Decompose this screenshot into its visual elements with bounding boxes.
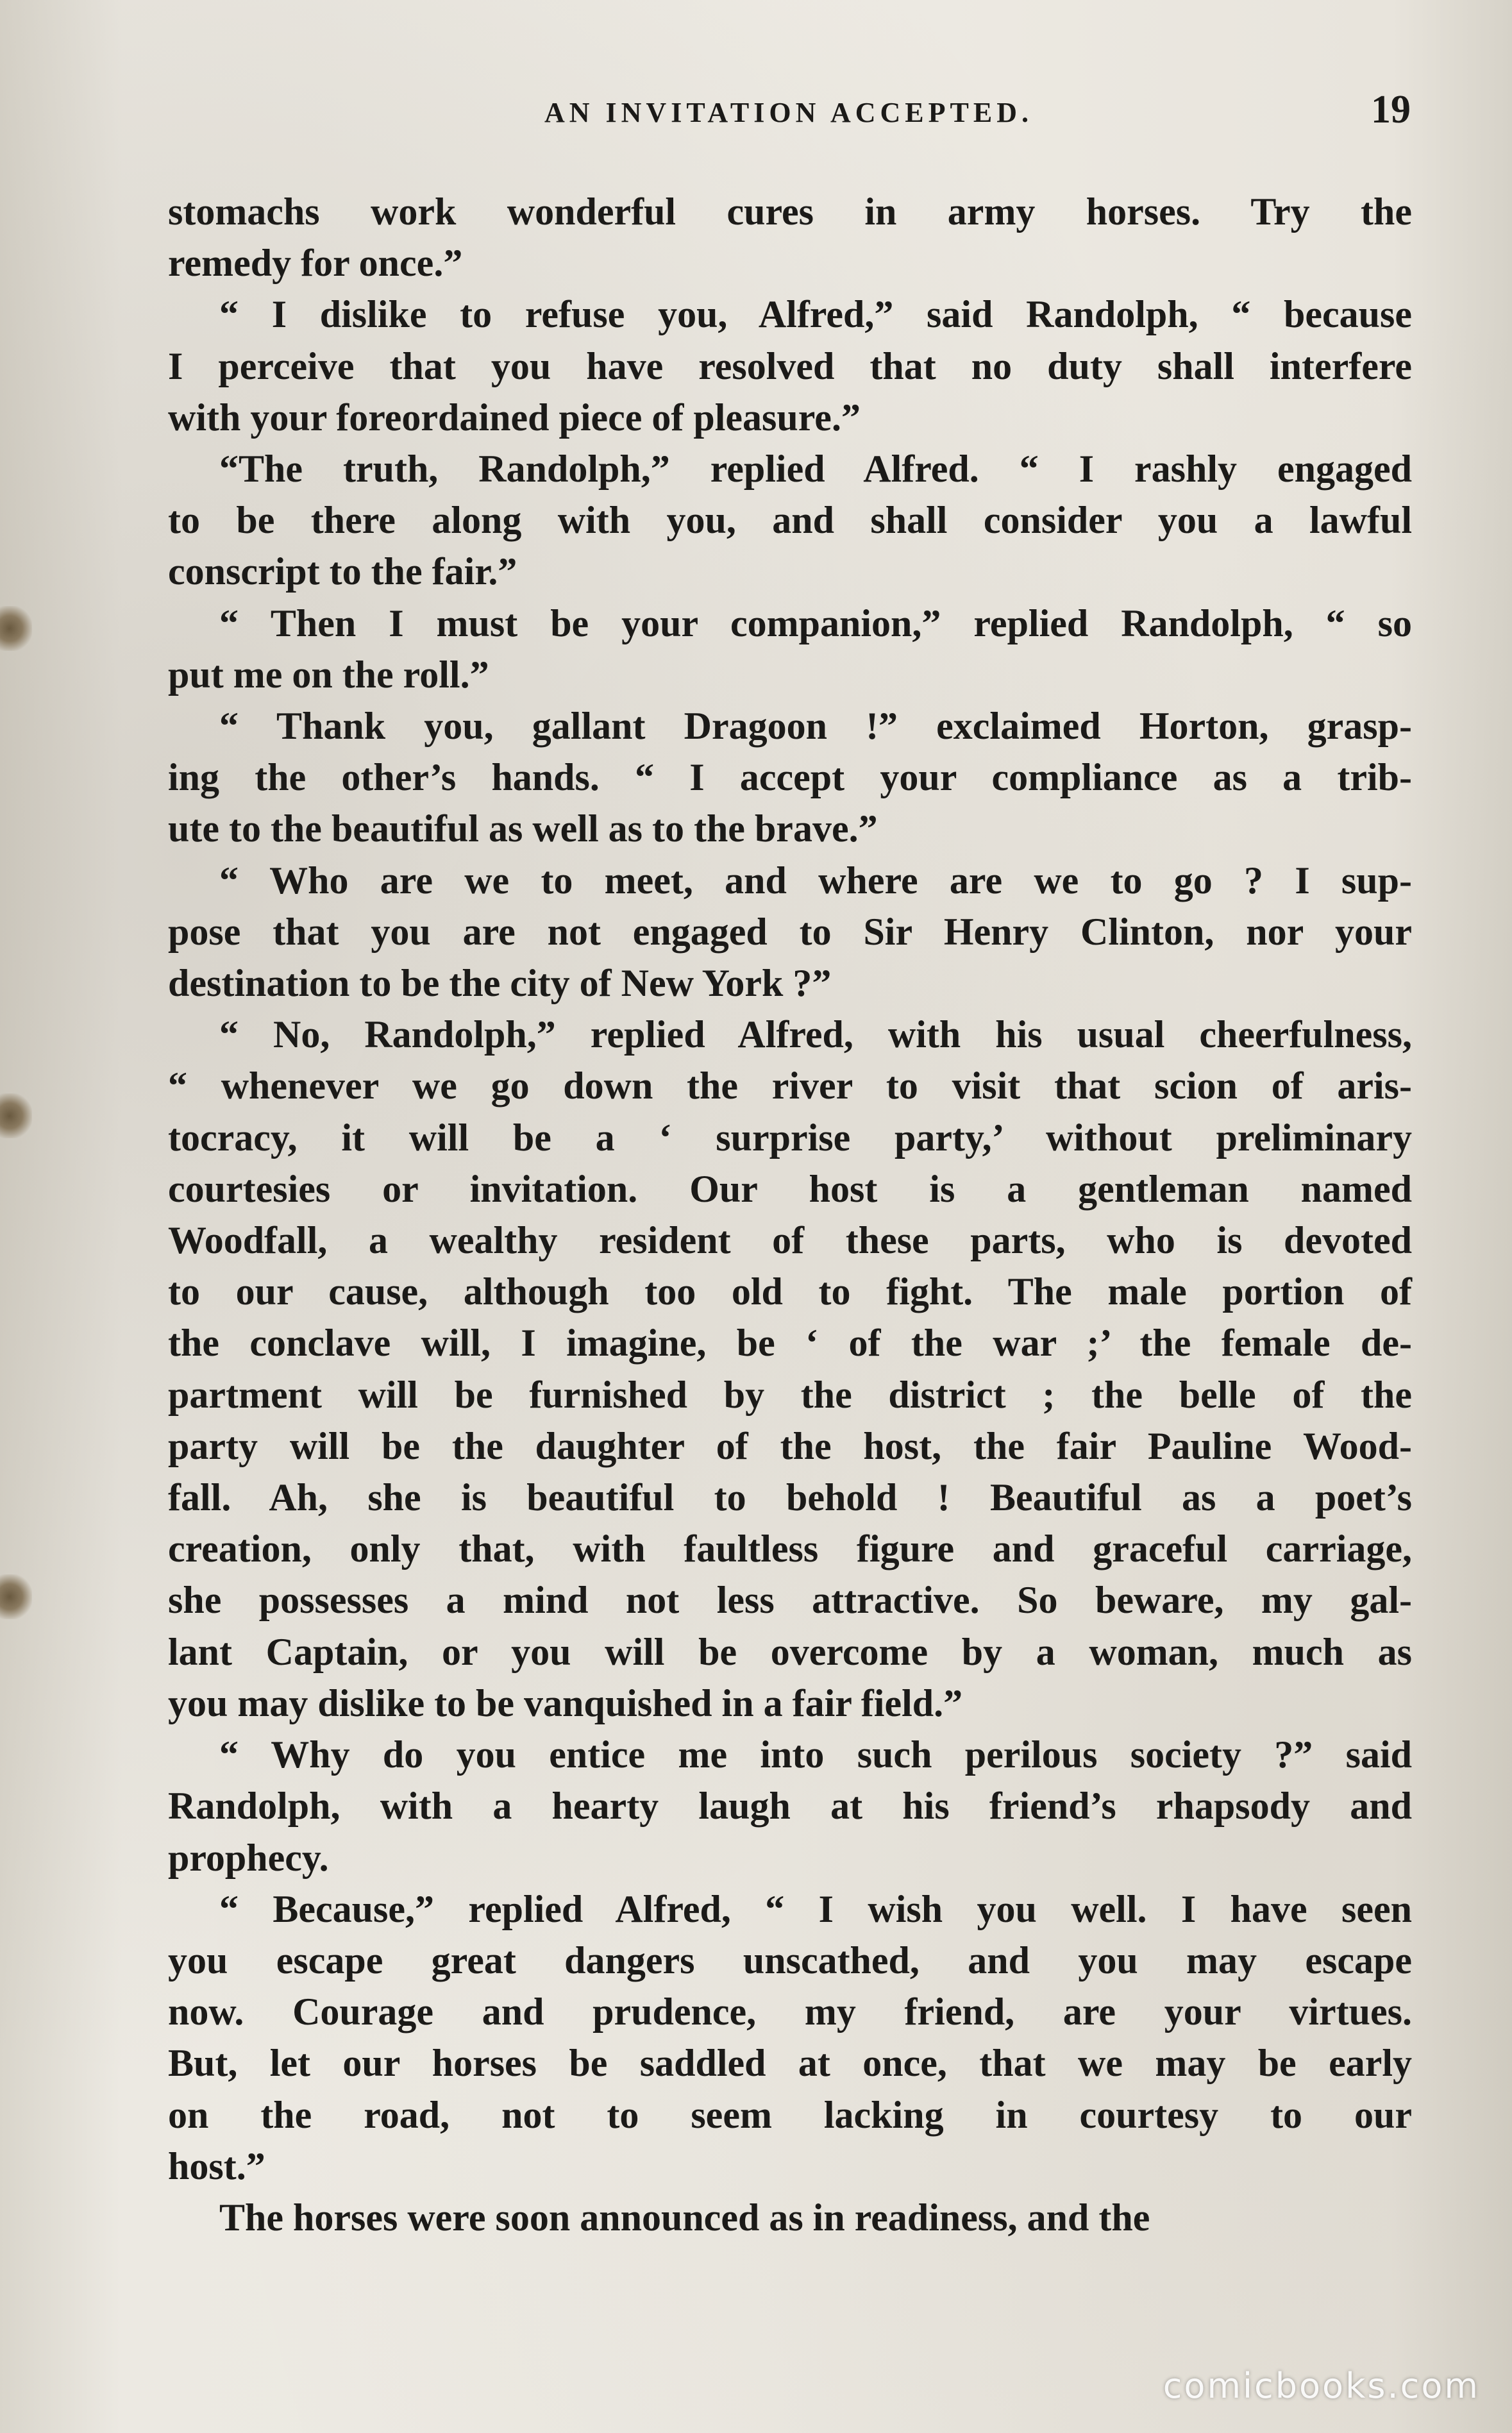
text-line: “ I dislike to refuse you, Alfred,” said Randolph, “ because [219,293,1412,336]
text-line: creation, only that, with faultless figure and graceful carriage, [168,1528,1412,1570]
paragraph [168,443,1412,598]
text-line: now. Courage and prudence, my friend, are your virtues. [168,1991,1412,2033]
paragraph [168,598,1412,700]
text-line: “The truth, Randolph,” replied Alfred. “ I rashly engaged [219,448,1412,491]
text-line: pose that you are not engaged to Sir Henry Clinton, nor your [168,910,1412,953]
paragraph [168,1883,1412,2192]
text-line: “ Then I must be your companion,” replied Randolph, “ so [219,602,1412,644]
text-line: to be there along with you, and shall consider you a lawful [168,499,1412,542]
paragraph [168,1729,1412,1883]
text-line: remedy for once.” [168,242,463,285]
running-title: AN INVITATION ACCEPTED. [544,97,1033,128]
text-line: to our cause, although too old to fight. The male portion of [168,1270,1412,1313]
text-line: destination to be the city of New York ?” [168,962,832,1005]
text-line: courtesies or invitation. Our host is a gentleman named [168,1167,1412,1210]
text-line: “ No, Randolph,” replied Alfred, with his usual cheerfulness, [219,1013,1412,1056]
paragraph [168,2192,1412,2243]
text-line: I perceive that you have resolved that no duty shall interfere [168,344,1412,387]
text-line: tocracy, it will be a ‘ surprise party,’ without preliminary [168,1116,1412,1159]
paragraph [168,186,1412,289]
binding-hole-mark [0,1093,32,1138]
text-line: stomachs work wonderful cures in army horses. Try the [168,190,1412,233]
text-line: fall. Ah, she is beautiful to behold ! Beautiful as a poet’s [168,1476,1412,1519]
text-line: But, let our horses be saddled at once, that we may be early [168,2042,1412,2085]
text-line: “ Who are we to meet, and where are we to go ? I sup- [219,859,1412,902]
text-line: she possesses a mind not less attractive. So beware, my gal- [168,1579,1412,1622]
text-line: you may dislike to be vanquished in a fair field.” [168,1681,963,1724]
paragraph [168,289,1412,443]
body-text [168,186,1412,2243]
text-line: Woodfall, a wealthy resident of these parts, who is devoted [168,1219,1412,1262]
text-line: on the road, not to seem lacking in courtesy to our [168,2093,1412,2136]
text-line: partment will be furnished by the district ; the belle of the [168,1373,1412,1416]
text-line: with your foreordained piece of pleasure.” [168,396,861,439]
binding-hole-mark [0,1574,32,1619]
text-line: Randolph, with a hearty laugh at his friend’s rhapsody and [168,1785,1412,1828]
text-line: conscript to the fair.” [168,550,517,593]
text-line: “ Thank you, gallant Dragoon !” exclaimed Horton, grasp- [219,705,1412,748]
text-line: prophecy. [168,1836,329,1879]
text-line: party will be the daughter of the host, the fair Pauline Wood- [168,1424,1412,1467]
binding-hole-mark [0,606,32,651]
page-number: 19 [1371,88,1411,131]
text-line: you escape great dangers unscathed, and you may escape [168,1939,1412,1982]
text-line: put me on the roll.” [168,653,489,696]
text-line: lant Captain, or you will be overcome by a woman, much as [168,1630,1412,1673]
text-line: ute to the beautiful as well as to the brave.” [168,807,878,850]
text-line: “ whenever we go down the river to visit that scion of aris- [168,1065,1412,1107]
watermark-logo: comicbooks.com [1163,2366,1480,2406]
paragraph [168,1009,1412,1729]
paragraph [168,700,1412,855]
text-line: ing the other’s hands. “ I accept your compliance as a trib- [168,756,1412,799]
text-line: host.” [168,2144,265,2187]
running-head [167,90,1411,141]
text-line: the conclave will, I imagine, be ‘ of the war ;’ the female de- [168,1322,1412,1365]
text-line: “ Because,” replied Alfred, “ I wish you well. I have seen [219,1887,1412,1930]
text-line: The horses were soon announced as in readiness, and the [219,2196,1150,2239]
paragraph [168,855,1412,1009]
text-line: “ Why do you entice me into such perilous society ?” said [219,1733,1412,1776]
